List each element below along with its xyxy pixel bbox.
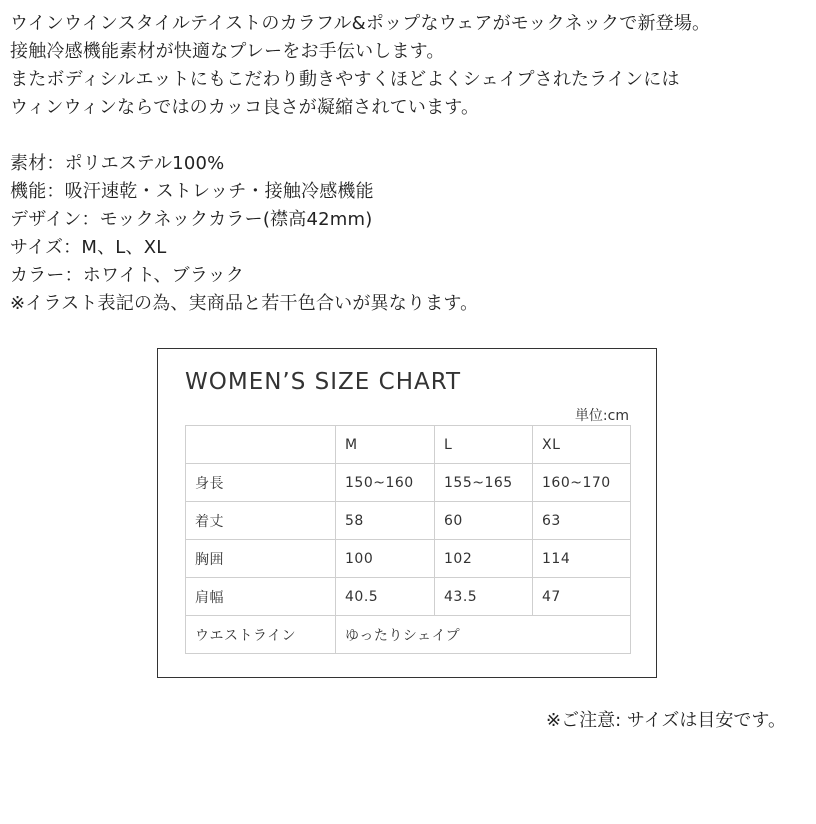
description-line: ウインウインスタイルテイストのカラフル&ポップなウェアがモックネックで新登場。 [10, 13, 711, 34]
table-row [186, 578, 631, 616]
size-chart-unit: 単位:cm [574, 408, 629, 424]
table-cell: 47 [533, 578, 631, 616]
header-cell [186, 426, 336, 464]
table-cell: 60 [435, 502, 533, 540]
description-line: またボディシルエットにもこだわり動きやすくほどよくシェイプされたラインには [10, 69, 680, 90]
table-cell: 160~170 [533, 464, 631, 502]
table-row [186, 464, 631, 502]
size-chart-title: WOMEN’S SIZE CHART [185, 369, 462, 395]
header-cell: XL [533, 426, 631, 464]
product-description [10, 10, 810, 318]
table-cell: 100 [336, 540, 435, 578]
row-label: 肩幅 [186, 578, 336, 616]
table-cell: 40.5 [336, 578, 435, 616]
header-cell: L [435, 426, 533, 464]
table-cell: 114 [533, 540, 631, 578]
row-label: 身長 [186, 464, 336, 502]
table-row [186, 502, 631, 540]
spec-colors: カラー：ホワイト、ブラック [10, 265, 245, 286]
spec-function: 機能：吸汗速乾・ストレッチ・接触冷感機能 [10, 181, 374, 202]
size-chart-table [185, 425, 631, 654]
spec-illustration-note: ※イラスト表記の為、実商品と若干色合いが異なります。 [10, 293, 479, 314]
size-chart-box [157, 348, 657, 678]
table-cell: 63 [533, 502, 631, 540]
header-cell: M [336, 426, 435, 464]
table-row [186, 540, 631, 578]
row-label: 着丈 [186, 502, 336, 540]
table-header-row [186, 426, 631, 464]
table-cell: 102 [435, 540, 533, 578]
table-cell: 155~165 [435, 464, 533, 502]
spec-design: デザイン：モックネックカラー(襟高42mm) [10, 209, 373, 230]
table-cell: 58 [336, 502, 435, 540]
description-line: 接触冷感機能素材が快適なプレーをお手伝いします。 [10, 41, 445, 62]
description-line: ウィンウィンならではのカッコ良さが凝縮されています。 [10, 97, 480, 118]
spec-sizes: サイズ：M、L、XL [10, 237, 167, 258]
table-row [186, 616, 631, 654]
row-label: ウエストライン [186, 616, 336, 654]
table-cell: 150~160 [336, 464, 435, 502]
table-cell: ゆったりシェイプ [336, 616, 631, 654]
spec-material: 素材：ポリエステル100% [10, 153, 225, 174]
table-cell: 43.5 [435, 578, 533, 616]
footer-note: ※ご注意: サイズは目安です。 [546, 710, 786, 731]
spacer [10, 122, 810, 150]
row-label: 胸囲 [186, 540, 336, 578]
